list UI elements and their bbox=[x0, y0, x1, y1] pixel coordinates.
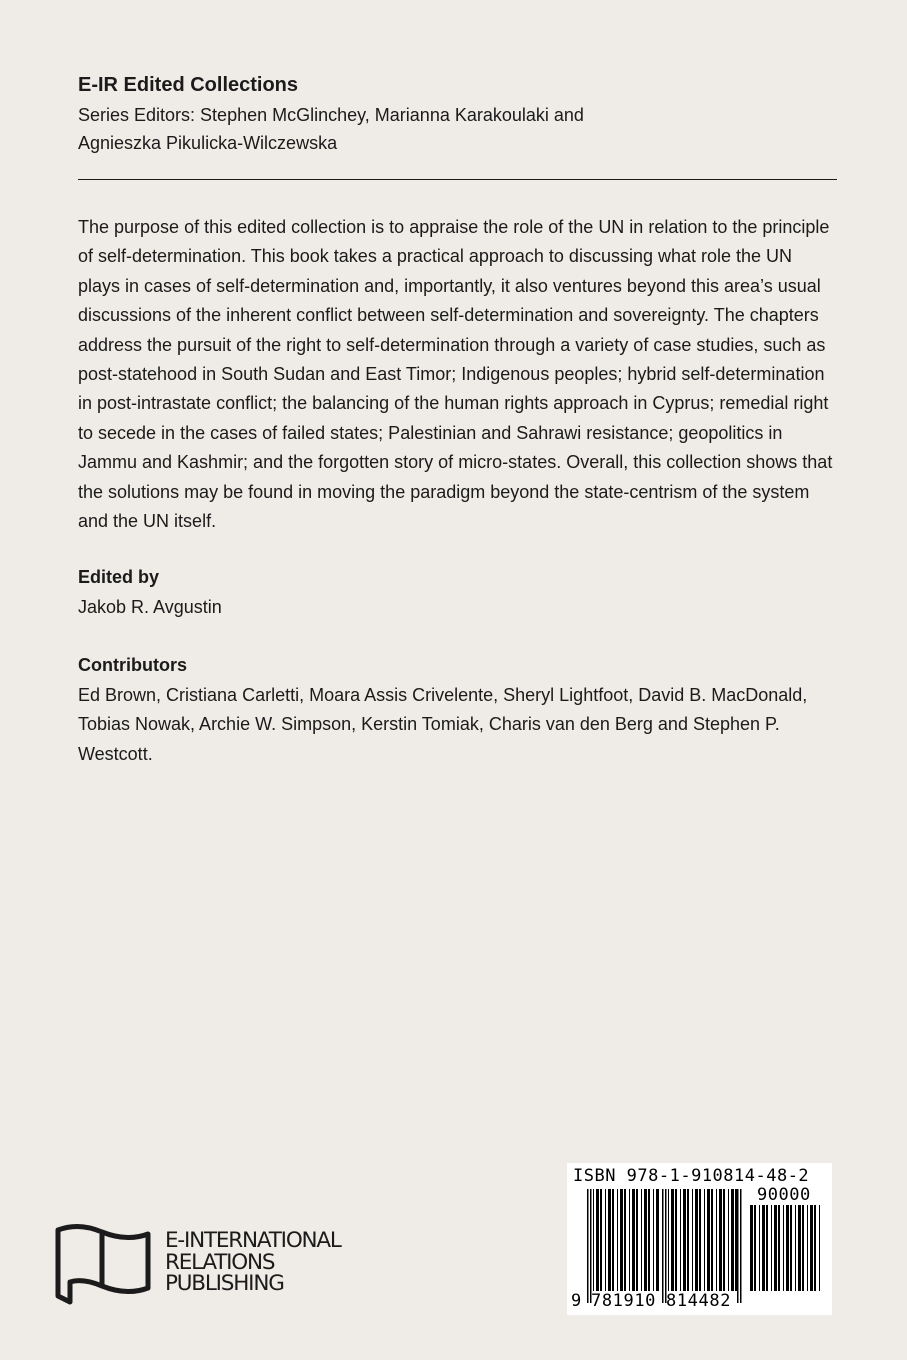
barcode-bar bbox=[629, 1189, 630, 1291]
barcode-guard-bar bbox=[737, 1189, 739, 1303]
editor-name: Jakob R. Avgustin bbox=[78, 597, 222, 618]
barcode-bar bbox=[699, 1189, 701, 1291]
barcode-bar bbox=[620, 1189, 623, 1291]
barcode-bar bbox=[683, 1189, 686, 1291]
barcode-bar bbox=[648, 1189, 650, 1291]
barcode-bar bbox=[641, 1189, 642, 1291]
edited-by-heading: Edited by bbox=[78, 567, 160, 588]
isbn-barcode bbox=[567, 1163, 832, 1315]
edited-by-section bbox=[78, 563, 838, 622]
divider bbox=[78, 179, 837, 180]
barcode-bar bbox=[798, 1205, 801, 1291]
barcode-guard-bar bbox=[662, 1189, 664, 1303]
barcode-digit-lead: 9 bbox=[571, 1291, 582, 1311]
barcode-bar bbox=[596, 1189, 599, 1291]
barcode-bar bbox=[774, 1205, 777, 1291]
barcode-bar bbox=[608, 1189, 611, 1291]
barcode-bar bbox=[632, 1189, 635, 1291]
barcode-bar bbox=[723, 1189, 725, 1291]
barcode-bar bbox=[600, 1189, 602, 1291]
barcode-bar bbox=[653, 1189, 654, 1291]
barcode-bar bbox=[695, 1189, 698, 1291]
barcode-bar bbox=[624, 1189, 626, 1291]
barcode-bar bbox=[790, 1205, 792, 1291]
publisher-logo bbox=[55, 1222, 341, 1306]
barcode-bar bbox=[617, 1189, 618, 1291]
series-title: E-IR Edited Collections bbox=[78, 74, 299, 96]
barcode-bar bbox=[612, 1189, 614, 1291]
barcode-bar bbox=[719, 1189, 722, 1291]
barcode-bar bbox=[810, 1205, 813, 1291]
barcode-bar bbox=[716, 1189, 717, 1291]
barcode-bar bbox=[766, 1205, 768, 1291]
barcode-bar bbox=[802, 1205, 804, 1291]
barcode-bar bbox=[680, 1189, 681, 1291]
barcode-bar bbox=[795, 1205, 796, 1291]
contributors-list: Ed Brown, Cristiana Carletti, Moara Assis Crivelente, Sheryl Lightfoot, David B. MacDonald, Tobias Nowak, Archie W. Simpson, Kerstin Tomiak, Charis van den Berg and Stephen P. Westcott. bbox=[78, 684, 808, 764]
isbn-label: ISBN 978-1-910814-48-2 bbox=[573, 1166, 810, 1186]
back-cover-content bbox=[78, 72, 838, 769]
barcode-bar bbox=[778, 1205, 780, 1291]
barcode-bar bbox=[754, 1205, 756, 1291]
barcode-bar bbox=[735, 1189, 737, 1291]
barcode-bar bbox=[593, 1189, 594, 1291]
barcode-digits bbox=[571, 1291, 731, 1311]
barcode-bar bbox=[750, 1205, 753, 1291]
barcode-bar bbox=[675, 1189, 677, 1291]
barcode-bar bbox=[731, 1189, 734, 1291]
barcode-bar bbox=[819, 1205, 820, 1291]
barcode-bar bbox=[814, 1205, 816, 1291]
barcode-bar bbox=[644, 1189, 647, 1291]
open-book-icon bbox=[55, 1222, 151, 1306]
barcode-bar bbox=[807, 1205, 808, 1291]
barcode-bar bbox=[783, 1205, 784, 1291]
barcode-bar bbox=[656, 1189, 659, 1291]
barcode-bar bbox=[707, 1189, 710, 1291]
price-code: 90000 bbox=[757, 1185, 811, 1205]
publisher-name bbox=[165, 1230, 341, 1295]
barcode-bar bbox=[692, 1189, 693, 1291]
barcode-bar bbox=[704, 1189, 705, 1291]
barcode-bar bbox=[786, 1205, 789, 1291]
barcode-bar bbox=[671, 1189, 674, 1291]
series-editors: Series Editors: Stephen McGlinchey, Marianna Karakoulaki and Agnieszka Pikulicka-Wilczewska bbox=[78, 105, 584, 153]
publisher-line-2: RELATIONS bbox=[165, 1249, 275, 1275]
barcode-bar bbox=[762, 1205, 765, 1291]
barcode-bar bbox=[759, 1205, 760, 1291]
barcode-digits-right: 814482 bbox=[666, 1291, 732, 1311]
contributors-heading: Contributors bbox=[78, 654, 187, 675]
book-description: The purpose of this edited collection is to appraise the role of the UN in relation to the principle of self-determination. This book takes a practical approach to discussing what role the UN plays in cases of self-determination and, importantly, it also ventures beyond this area’s usual discussions of the inherent conflict between self-determination and sovereignty. The chapters address the pursuit of the right to self-determination through a variety of case studies, such as post-statehood in South Sudan and East Timor; Indigenous peoples; hybrid self-determination in post-intrastate conflict; the balancing of the human rights approach in Cyprus; remedial right to secede in the cases of failed states; Palestinian and Sahrawi resistance; geopolitics in Jammu and Kashmir; and the forgotten story of micro-states. Overall, this collection shows that the solutions may be found in moving the paradigm beyond the state-centrism of the system and the UN itself. bbox=[78, 217, 833, 532]
barcode-bar bbox=[771, 1205, 772, 1291]
barcode-guard-bar bbox=[740, 1189, 742, 1303]
publisher-line-1: E-INTERNATIONAL bbox=[165, 1228, 341, 1253]
barcode-bar bbox=[711, 1189, 713, 1291]
barcode-bar bbox=[636, 1189, 638, 1291]
barcode-bar bbox=[605, 1189, 606, 1291]
barcode-bar bbox=[687, 1189, 689, 1291]
barcode-bar bbox=[728, 1189, 729, 1291]
barcode-digits-left: 781910 bbox=[591, 1291, 657, 1311]
barcode-guard-bar bbox=[587, 1189, 589, 1303]
publisher-line-3: PUBLISHING bbox=[165, 1271, 284, 1296]
barcode-bar bbox=[668, 1189, 669, 1291]
barcode-guard-bar bbox=[665, 1189, 667, 1303]
barcode-guard-bar bbox=[590, 1189, 592, 1303]
contributors-section bbox=[78, 651, 838, 769]
